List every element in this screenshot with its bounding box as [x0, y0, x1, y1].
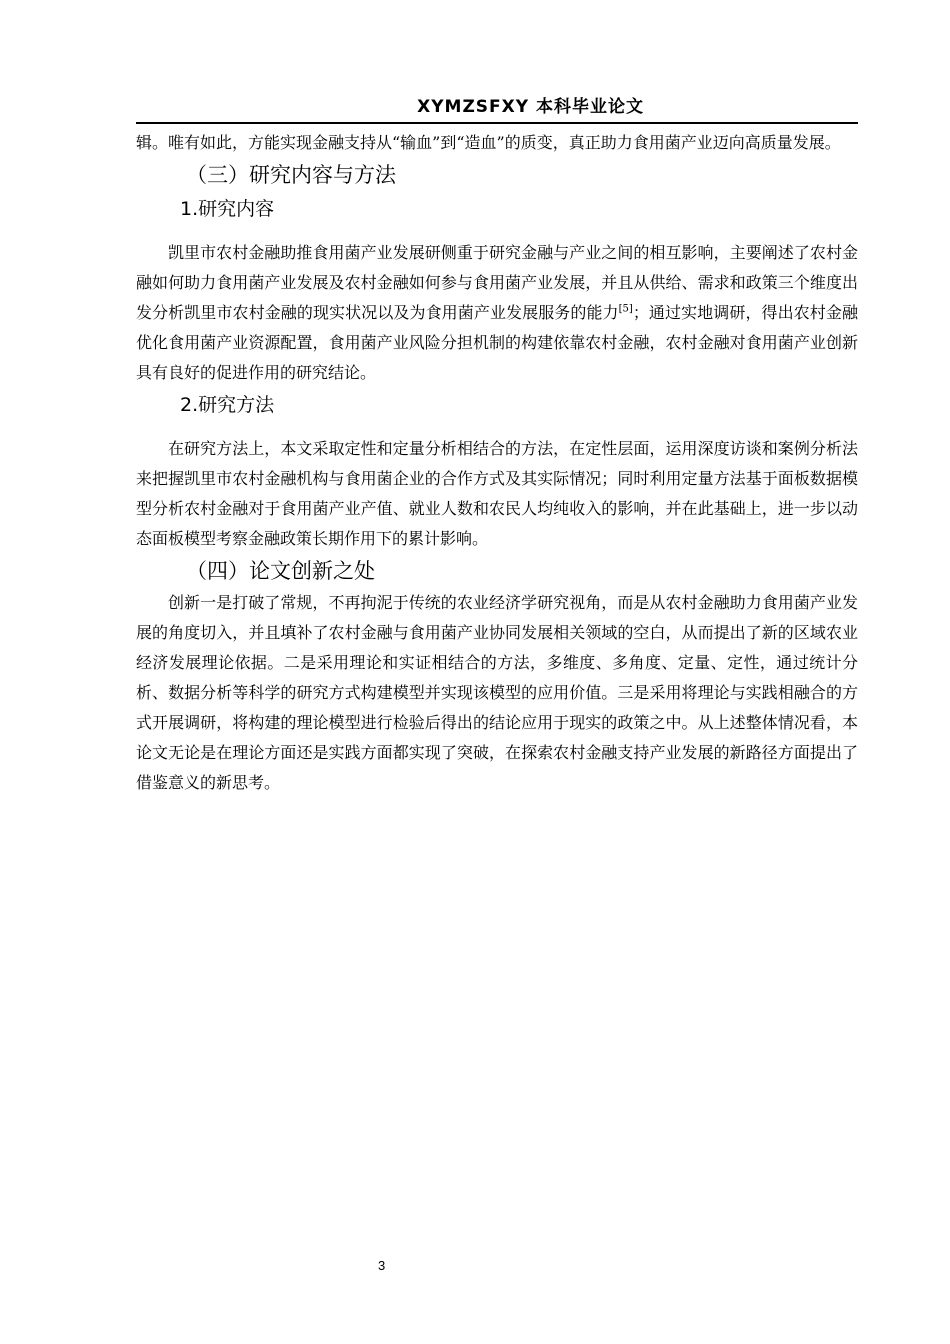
paragraph-continuation: 辑。唯有如此，方能实现金融支持从“输血”到“造血”的质变，真正助力食用菌产业迈向高质量发展。: [136, 133, 841, 152]
header-title: XYMZSFXY 本科毕业论文: [417, 97, 644, 117]
section-heading-4: （四）论文创新之处: [186, 559, 375, 583]
page-number: 3: [378, 1258, 386, 1273]
research-content-text-b: ；通过实地调研，得出农村金融优化食用菌产业资源配置，食用菌产业风险分担机制的构建依靠农村金融，农村金融对食用菌产业创新具有良好的促进作用的研究结论。: [136, 303, 858, 382]
subsection-heading-research-content: 1.研究内容: [180, 198, 275, 220]
paragraph-research-content: [136, 238, 858, 388]
page-header: [136, 90, 858, 124]
section-heading-3: （三）研究内容与方法: [186, 163, 396, 187]
citation-ref: [5]: [618, 303, 633, 315]
subsection-heading-research-method: 2.研究方法: [180, 394, 275, 416]
research-content-text-a: 凯里市农村金融助推食用菌产业发展研侧重于研究金融与产业之间的相互影响，主要阐述了农村金融如何助力食用菌产业发展及农村金融如何参与食用菌产业发展，并且从供给、需求和政策三个维度出发分析凯里市农村金融的现实状况以及为食用菌产业发展服务的能力: [136, 243, 858, 322]
paragraph-research-method: 在研究方法上，本文采取定性和定量分析相结合的方法，在定性层面，运用深度访谈和案例分析法来把握凯里市农村金融机构与食用菌企业的合作方式及其实际情况；同时利用定量方法基于面板数据模型分析农村金融对于食用菌产业产值、就业人数和农民人均纯收入的影响，并在此基础上，进一步以动态面板模型考察金融政策长期作用下的累计影响。: [136, 439, 858, 548]
document-body: [136, 128, 858, 798]
paragraph-innovation: 创新一是打破了常规，不再拘泥于传统的农业经济学研究视角，而是从农村金融助力食用菌产业发展的角度切入，并且填补了农村金融与食用菌产业协同发展相关领域的空白，从而提出了新的区域农业经济发展理论依据。二是采用理论和实证相结合的方法，多维度、多角度、定量、定性，通过统计分析、数据分析等科学的研究方式构建模型并实现该模型的应用价值。三是采用将理论与实践相融合的方式开展调研，将构建的理论模型进行检验后得出的结论应用于现实的政策之中。从上述整体情况看，本论文无论是在理论方面还是实践方面都实现了突破，在探索农村金融支持产业发展的新路径方面提出了借鉴意义的新思考。: [136, 593, 858, 792]
